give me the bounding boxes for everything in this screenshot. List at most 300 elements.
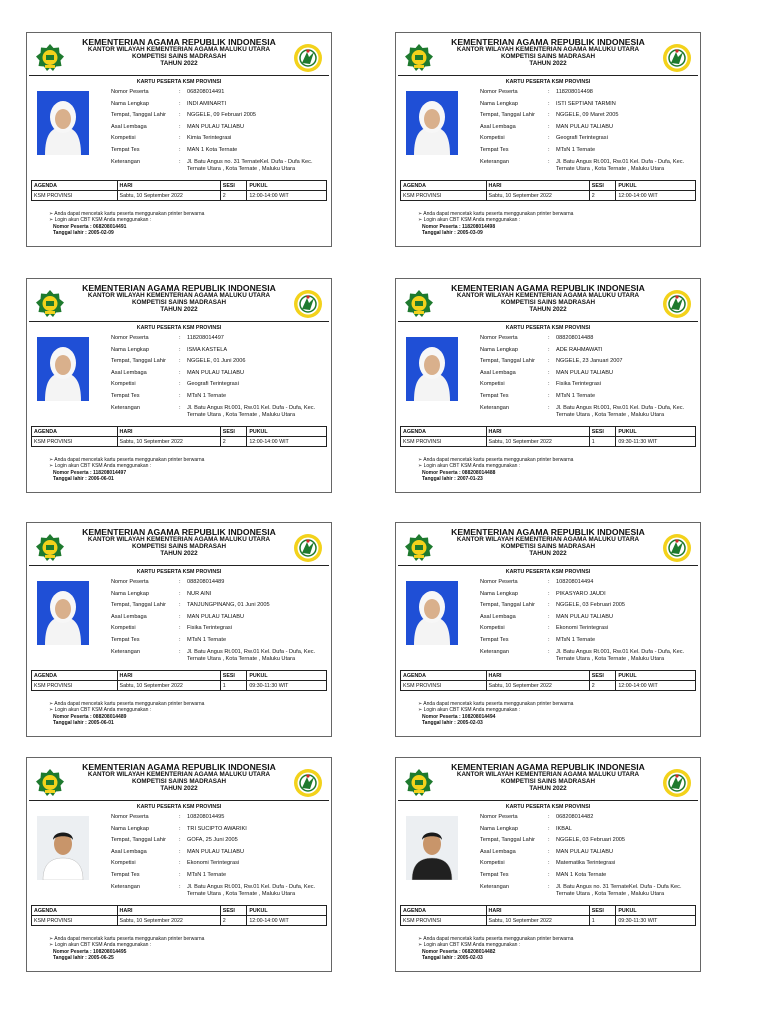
note-print: ➢ Anda dapat mencetak kartu peserta menggunakan printer berwarna [49, 936, 205, 942]
label-nama: Nama Lengkap [480, 100, 518, 107]
label-keterangan: Keterangan [111, 404, 140, 411]
cell-pukul: 09:30-11:30 WIT [247, 681, 327, 691]
login-notes [418, 211, 573, 237]
colon: : [179, 112, 181, 119]
colon: : [179, 871, 181, 878]
label-keterangan: Keterangan [111, 158, 140, 165]
colon: : [548, 346, 550, 353]
note-nomor-label: Nomor Peserta : [422, 469, 463, 476]
label-nama: Nama Lengkap [111, 346, 149, 353]
col-agenda: AGENDA [32, 181, 118, 191]
col-hari: HARI [117, 427, 220, 437]
schedule-table [31, 905, 327, 926]
note-tanggal-value: 2005-06-01 [88, 720, 114, 727]
office-subtitle: KANTOR WILAYAH KEMENTERIAN AGAMA MALUKU UTARA [456, 536, 640, 544]
col-agenda: AGENDA [32, 906, 118, 916]
label-asal: Asal Lembaga [111, 369, 147, 376]
value-ttl: NGGELE, 09 Maret 2005 [556, 112, 619, 119]
label-tempat-tes: Tempat Tes [480, 146, 509, 153]
colon: : [548, 602, 550, 609]
office-subtitle: KANTOR WILAYAH KEMENTERIAN AGAMA MALUKU UTARA [87, 46, 271, 54]
note-login-tanggal [49, 230, 204, 236]
label-keterangan: Keterangan [480, 404, 509, 411]
label-ttl: Tempat, Tanggal Lahir [480, 112, 535, 119]
colon: : [548, 100, 550, 107]
cell-agenda: KSM PROVINSI [401, 437, 487, 447]
participant-photo [406, 337, 458, 401]
colon: : [548, 135, 550, 142]
office-subtitle: KANTOR WILAYAH KEMENTERIAN AGAMA MALUKU UTARA [456, 292, 640, 300]
card-title: KARTU PESERTA KSM PROVINSI [505, 325, 591, 331]
value-tempat-tes: MTsN 1 Ternate [556, 636, 596, 643]
label-nomor: Nomor Peserta [480, 814, 518, 820]
ministry-title: KEMENTERIAN AGAMA REPUBLIK INDONESIA [451, 527, 645, 537]
value-nomor: 068208014482 [556, 814, 594, 820]
header-divider [29, 565, 329, 566]
col-sesi: SESI [589, 671, 616, 681]
note-tanggal-label: Tanggal lahir : [53, 476, 89, 483]
schedule-table [400, 905, 696, 926]
label-nama: Nama Lengkap [111, 590, 149, 597]
participant-details [480, 335, 695, 421]
value-nomor: 108208014494 [556, 579, 594, 585]
participant-details [480, 89, 695, 175]
schedule-header-row [32, 906, 327, 916]
schedule-header-row [32, 181, 327, 191]
value-kompetisi: Ekonomi Terintegrasi [187, 860, 240, 867]
participant-details [111, 814, 326, 900]
value-nama: INDI AMINARTI [187, 100, 227, 107]
note-login-tanggal [418, 476, 573, 482]
colon: : [179, 590, 181, 597]
value-kompetisi: Ekonomi Terintegrasi [556, 625, 609, 632]
ministry-title: KEMENTERIAN AGAMA REPUBLIK INDONESIA [451, 37, 645, 47]
note-nomor-label: Nomor Peserta : [53, 223, 94, 230]
note-login-tanggal [418, 720, 573, 726]
col-agenda: AGENDA [401, 181, 487, 191]
ministry-title: KEMENTERIAN AGAMA REPUBLIK INDONESIA [82, 283, 276, 293]
col-sesi: SESI [589, 906, 616, 916]
colon: : [179, 346, 181, 353]
card-title: KARTU PESERTA KSM PROVINSI [136, 804, 222, 810]
header-divider [29, 75, 329, 76]
value-asal: MAN PULAU TALIABU [187, 613, 244, 620]
note-login-tanggal [49, 476, 204, 482]
event-name: KOMPETISI SAINS MADRASAH [131, 53, 227, 61]
col-sesi: SESI [220, 671, 247, 681]
table-row [401, 681, 696, 691]
label-nama: Nama Lengkap [480, 590, 518, 597]
event-name: KOMPETISI SAINS MADRASAH [500, 53, 596, 61]
value-nama: ADE RAHMAWATI [556, 346, 603, 353]
value-nomor: 108208014495 [187, 814, 225, 820]
table-row [32, 191, 327, 201]
cell-agenda: KSM PROVINSI [32, 681, 118, 691]
value-keterangan: Jl. Batu Angus Rt.001, Rw.01 Kel. Dufa - Dufa, Kec. Ternate Utara , Kota Ternate , Maluku Utara [187, 648, 316, 662]
label-tempat-tes: Tempat Tes [111, 871, 140, 878]
participant-card-2 [395, 32, 701, 247]
card-title: KARTU PESERTA KSM PROVINSI [136, 569, 222, 575]
ksm-logo-icon [293, 768, 323, 798]
value-keterangan: Jl. Batu Angus Rt.001, Rw.01 Kel. Dufa - Dufa, Kec. Ternate Utara , Kota Ternate , Maluku Utara [556, 648, 685, 662]
schedule-header-row [401, 671, 696, 681]
label-asal: Asal Lembaga [480, 613, 516, 620]
note-tanggal-label: Tanggal lahir : [53, 720, 89, 727]
schedule-header-row [32, 671, 327, 681]
note-nomor-value: 068208014491 [93, 223, 127, 230]
participant-details [480, 814, 695, 900]
label-kompetisi: Kompetisi [480, 860, 505, 867]
label-asal: Asal Lembaga [480, 848, 516, 855]
value-kompetisi: Geografi Terintegrasi [187, 381, 239, 388]
label-kompetisi: Kompetisi [111, 135, 136, 142]
cell-sesi: 2 [220, 437, 247, 447]
kemenag-logo-icon [404, 768, 434, 798]
kemenag-logo-icon [35, 533, 65, 563]
note-login-tanggal [418, 230, 573, 236]
participant-photo [37, 816, 89, 880]
note-tanggal-label: Tanggal lahir : [422, 955, 458, 962]
schedule-table [31, 180, 327, 201]
label-nama: Nama Lengkap [111, 825, 149, 832]
note-tanggal-value: 2005-02-03 [457, 720, 483, 727]
label-kompetisi: Kompetisi [480, 625, 505, 632]
card-title: KARTU PESERTA KSM PROVINSI [136, 79, 222, 85]
schedule-table [400, 670, 696, 691]
cell-hari: Sabtu, 10 September 2022 [117, 437, 220, 447]
participant-card-7 [26, 757, 332, 972]
login-notes [418, 936, 573, 962]
note-nomor-value: 118208014498 [462, 223, 496, 230]
participant-details [111, 335, 326, 421]
ministry-title: KEMENTERIAN AGAMA REPUBLIK INDONESIA [82, 37, 276, 47]
value-nomor: 088208014488 [556, 335, 594, 341]
note-print: ➢ Anda dapat mencetak kartu peserta menggunakan printer berwarna [418, 457, 574, 463]
label-ttl: Tempat, Tanggal Lahir [480, 358, 535, 365]
label-asal: Asal Lembaga [480, 369, 516, 376]
cell-pukul: 12:00-14:00 WIT [247, 916, 327, 926]
cell-agenda: KSM PROVINSI [32, 437, 118, 447]
note-nomor-label: Nomor Peserta : [422, 223, 463, 230]
colon: : [548, 883, 550, 890]
label-asal: Asal Lembaga [480, 123, 516, 130]
value-nama: TRI SUCIPTO AWARIKI [187, 825, 247, 832]
col-hari: HARI [117, 671, 220, 681]
value-asal: MAN PULAU TALIABU [556, 613, 613, 620]
header-divider [398, 321, 698, 322]
header-divider [398, 75, 698, 76]
cell-hari: Sabtu, 10 September 2022 [486, 916, 589, 926]
label-keterangan: Keterangan [480, 158, 509, 165]
colon: : [548, 613, 550, 620]
colon: : [179, 146, 181, 153]
value-tempat-tes: MAN 1 Kota Ternate [556, 871, 607, 878]
cell-pukul: 12:00-14:00 WIT [247, 437, 327, 447]
label-keterangan: Keterangan [480, 883, 509, 890]
colon: : [548, 112, 550, 119]
note-login-tanggal [418, 955, 573, 961]
colon: : [179, 837, 181, 844]
value-ttl: NGGELE, 09 Februari 2005 [187, 112, 257, 119]
colon: : [179, 404, 181, 411]
note-tanggal-value: 2005-02-09 [88, 230, 114, 237]
label-nomor: Nomor Peserta [111, 335, 149, 341]
event-year: TAHUN 2022 [529, 60, 567, 68]
note-tanggal-label: Tanggal lahir : [422, 720, 458, 727]
schedule-table [31, 426, 327, 447]
header-divider [398, 800, 698, 801]
value-nama: ISTI SEPTIANI TARMIN [556, 100, 616, 107]
label-tempat-tes: Tempat Tes [480, 871, 509, 878]
colon: : [179, 613, 181, 620]
col-hari: HARI [486, 906, 589, 916]
colon: : [548, 392, 550, 399]
col-pukul: PUKUL [247, 671, 327, 681]
value-ttl: NGGELE, 03 Februari 2005 [556, 602, 626, 609]
ksm-logo-icon [662, 533, 692, 563]
label-nama: Nama Lengkap [111, 100, 149, 107]
colon: : [548, 825, 550, 832]
value-kompetisi: Kimia Terintegrasi [187, 135, 232, 142]
event-name: KOMPETISI SAINS MADRASAH [500, 299, 596, 307]
col-pukul: PUKUL [616, 906, 696, 916]
schedule-table [400, 426, 696, 447]
colon: : [179, 825, 181, 832]
participant-card-4 [395, 278, 701, 493]
colon: : [548, 837, 550, 844]
value-ttl: TANJUNGPINANG, 01 Juni 2005 [187, 602, 270, 609]
colon: : [548, 404, 550, 411]
colon: : [548, 335, 550, 341]
value-keterangan: Jl. Batu Angus Rt.001, Rw.01 Kel. Dufa - Dufa, Kec. Ternate Utara , Kota Ternate , Maluku Utara [556, 404, 685, 418]
event-year: TAHUN 2022 [160, 60, 198, 68]
value-nomor: 068208014491 [187, 89, 225, 95]
ksm-logo-icon [293, 533, 323, 563]
label-tempat-tes: Tempat Tes [111, 636, 140, 643]
col-sesi: SESI [220, 181, 247, 191]
colon: : [179, 381, 181, 388]
note-login: ➢ Login akun CBT KSM Anda menggunakan : [49, 463, 152, 470]
note-login-tanggal [49, 720, 204, 726]
value-asal: MAN PULAU TALIABU [556, 123, 613, 130]
login-notes [49, 457, 204, 483]
cell-agenda: KSM PROVINSI [401, 191, 487, 201]
col-hari: HARI [486, 181, 589, 191]
value-tempat-tes: MTsN 1 Ternate [187, 392, 227, 399]
cell-hari: Sabtu, 10 September 2022 [486, 191, 589, 201]
note-tanggal-label: Tanggal lahir : [53, 955, 89, 962]
value-keterangan: Jl. Batu Angus Rt.001, Rw.01 Kel. Dufa - Dufa, Kec. Ternate Utara , Kota Ternate , Maluku Utara [187, 883, 316, 897]
label-kompetisi: Kompetisi [480, 381, 505, 388]
col-sesi: SESI [220, 427, 247, 437]
col-agenda: AGENDA [32, 671, 118, 681]
label-keterangan: Keterangan [480, 648, 509, 655]
col-sesi: SESI [589, 181, 616, 191]
cell-agenda: KSM PROVINSI [32, 916, 118, 926]
event-name: KOMPETISI SAINS MADRASAH [131, 778, 227, 786]
label-kompetisi: Kompetisi [111, 860, 136, 867]
colon: : [179, 89, 181, 95]
schedule-table [31, 670, 327, 691]
colon: : [548, 123, 550, 130]
participant-details [111, 579, 326, 665]
label-ttl: Tempat, Tanggal Lahir [480, 837, 535, 844]
col-pukul: PUKUL [247, 181, 327, 191]
table-row [401, 916, 696, 926]
note-nomor-label: Nomor Peserta : [53, 948, 94, 955]
cell-sesi: 1 [589, 916, 616, 926]
note-tanggal-value: 2007-01-23 [457, 476, 483, 483]
note-print: ➢ Anda dapat mencetak kartu peserta menggunakan printer berwarna [418, 701, 574, 707]
event-name: KOMPETISI SAINS MADRASAH [131, 543, 227, 551]
ministry-title: KEMENTERIAN AGAMA REPUBLIK INDONESIA [82, 762, 276, 772]
label-tempat-tes: Tempat Tes [111, 146, 140, 153]
login-notes [418, 701, 573, 727]
col-agenda: AGENDA [401, 906, 487, 916]
value-nama: ISMA KASTELA [187, 346, 228, 353]
note-print: ➢ Anda dapat mencetak kartu peserta menggunakan printer berwarna [49, 457, 205, 463]
colon: : [548, 814, 550, 820]
value-kompetisi: Fisika Terintegrasi [187, 625, 232, 632]
login-notes [418, 457, 573, 483]
value-nomor: 118208014497 [187, 335, 224, 341]
colon: : [548, 369, 550, 376]
value-nomor: 118208014498 [556, 89, 593, 95]
colon: : [548, 146, 550, 153]
office-subtitle: KANTOR WILAYAH KEMENTERIAN AGAMA MALUKU UTARA [87, 292, 271, 300]
cell-hari: Sabtu, 10 September 2022 [117, 916, 220, 926]
participant-photo [37, 337, 89, 401]
note-login: ➢ Login akun CBT KSM Anda menggunakan : [418, 707, 521, 714]
participant-card-1 [26, 32, 332, 247]
col-pukul: PUKUL [616, 427, 696, 437]
note-login: ➢ Login akun CBT KSM Anda menggunakan : [418, 217, 521, 224]
label-asal: Asal Lembaga [111, 848, 147, 855]
note-nomor-label: Nomor Peserta : [422, 948, 463, 955]
value-tempat-tes: MTsN 1 Ternate [187, 636, 227, 643]
label-ttl: Tempat, Tanggal Lahir [111, 602, 166, 609]
card-title: KARTU PESERTA KSM PROVINSI [505, 79, 591, 85]
label-nama: Nama Lengkap [480, 346, 518, 353]
ksm-logo-icon [662, 43, 692, 73]
colon: : [179, 848, 181, 855]
note-nomor-value: 088208014489 [93, 713, 127, 720]
cell-agenda: KSM PROVINSI [32, 191, 118, 201]
value-keterangan: Jl. Batu Angus no. 31 TernateKel. Dufa - Dufa Kec. Ternate Utara , Kota Ternate , Maluku Utara [556, 883, 682, 897]
kemenag-logo-icon [35, 43, 65, 73]
value-keterangan: Jl. Batu Angus Rt.001, Rw.01 Kel. Dufa - Dufa, Kec. Ternate Utara , Kota Ternate , Maluku Utara [187, 404, 316, 418]
office-subtitle: KANTOR WILAYAH KEMENTERIAN AGAMA MALUKU UTARA [456, 771, 640, 779]
value-kompetisi: Geografi Terintegrasi [556, 135, 608, 142]
table-row [401, 191, 696, 201]
cell-pukul: 09:30-11:30 WIT [616, 916, 696, 926]
value-nama: PIKASYARO JAUDI [556, 590, 606, 597]
note-login: ➢ Login akun CBT KSM Anda menggunakan : [418, 463, 521, 470]
value-nama: IKBAL [556, 825, 572, 832]
cell-sesi: 2 [220, 916, 247, 926]
colon: : [548, 648, 550, 655]
colon: : [179, 602, 181, 609]
note-nomor-value: 108208014494 [462, 713, 496, 720]
office-subtitle: KANTOR WILAYAH KEMENTERIAN AGAMA MALUKU UTARA [456, 46, 640, 54]
note-print: ➢ Anda dapat mencetak kartu peserta menggunakan printer berwarna [49, 701, 205, 707]
cell-hari: Sabtu, 10 September 2022 [117, 681, 220, 691]
col-hari: HARI [117, 181, 220, 191]
note-nomor-value: 118208014497 [93, 469, 127, 476]
ministry-title: KEMENTERIAN AGAMA REPUBLIK INDONESIA [451, 762, 645, 772]
colon: : [179, 636, 181, 643]
value-asal: MAN PULAU TALIABU [556, 848, 613, 855]
label-tempat-tes: Tempat Tes [111, 392, 140, 399]
cell-agenda: KSM PROVINSI [401, 916, 487, 926]
table-row [32, 681, 327, 691]
col-agenda: AGENDA [32, 427, 118, 437]
cell-sesi: 1 [220, 681, 247, 691]
colon: : [179, 392, 181, 399]
participant-photo [406, 581, 458, 645]
col-sesi: SESI [589, 427, 616, 437]
value-asal: MAN PULAU TALIABU [187, 848, 244, 855]
note-nomor-value: 108208014495 [93, 948, 127, 955]
cell-pukul: 12:00-14:00 WIT [616, 191, 696, 201]
value-ttl: NGGELE, 01 Juni 2006 [187, 358, 246, 365]
participant-photo [406, 816, 458, 880]
value-ttl: NGGELE, 03 Februari 2005 [556, 837, 626, 844]
value-asal: MAN PULAU TALIABU [187, 123, 244, 130]
ministry-title: KEMENTERIAN AGAMA REPUBLIK INDONESIA [451, 283, 645, 293]
participant-card-8 [395, 757, 701, 972]
schedule-table [400, 180, 696, 201]
label-nomor: Nomor Peserta [111, 579, 149, 585]
label-nomor: Nomor Peserta [480, 335, 518, 341]
event-year: TAHUN 2022 [529, 785, 567, 793]
value-asal: MAN PULAU TALIABU [187, 369, 244, 376]
event-name: KOMPETISI SAINS MADRASAH [500, 543, 596, 551]
label-asal: Asal Lembaga [111, 613, 147, 620]
colon: : [179, 123, 181, 130]
cell-hari: Sabtu, 10 September 2022 [486, 681, 589, 691]
value-tempat-tes: MTsN 1 Ternate [187, 871, 227, 878]
label-asal: Asal Lembaga [111, 123, 147, 130]
colon: : [548, 158, 550, 165]
value-ttl: GOFA, 25 Juni 2005 [187, 837, 238, 844]
ksm-logo-icon [293, 43, 323, 73]
value-asal: MAN PULAU TALIABU [556, 369, 613, 376]
label-tempat-tes: Tempat Tes [480, 636, 509, 643]
colon: : [179, 100, 181, 107]
schedule-header-row [32, 427, 327, 437]
note-tanggal-value: 2005-06-25 [88, 955, 114, 962]
colon: : [179, 135, 181, 142]
event-name: KOMPETISI SAINS MADRASAH [500, 778, 596, 786]
cell-sesi: 2 [220, 191, 247, 201]
value-keterangan: Jl. Batu Angus no. 31 TernateKel. Dufa - Dufa Kec. Ternate Utara , Kota Ternate , Maluku Utara [187, 158, 313, 172]
col-hari: HARI [486, 671, 589, 681]
table-row [401, 437, 696, 447]
card-title: KARTU PESERTA KSM PROVINSI [505, 804, 591, 810]
schedule-header-row [401, 427, 696, 437]
col-pukul: PUKUL [247, 427, 327, 437]
ksm-logo-icon [662, 289, 692, 319]
event-year: TAHUN 2022 [529, 550, 567, 558]
event-year: TAHUN 2022 [529, 306, 567, 314]
participant-card-3 [26, 278, 332, 493]
label-tempat-tes: Tempat Tes [480, 392, 509, 399]
note-print: ➢ Anda dapat mencetak kartu peserta menggunakan printer berwarna [418, 211, 574, 217]
participant-card-6 [395, 522, 701, 737]
colon: : [548, 848, 550, 855]
col-hari: HARI [117, 906, 220, 916]
